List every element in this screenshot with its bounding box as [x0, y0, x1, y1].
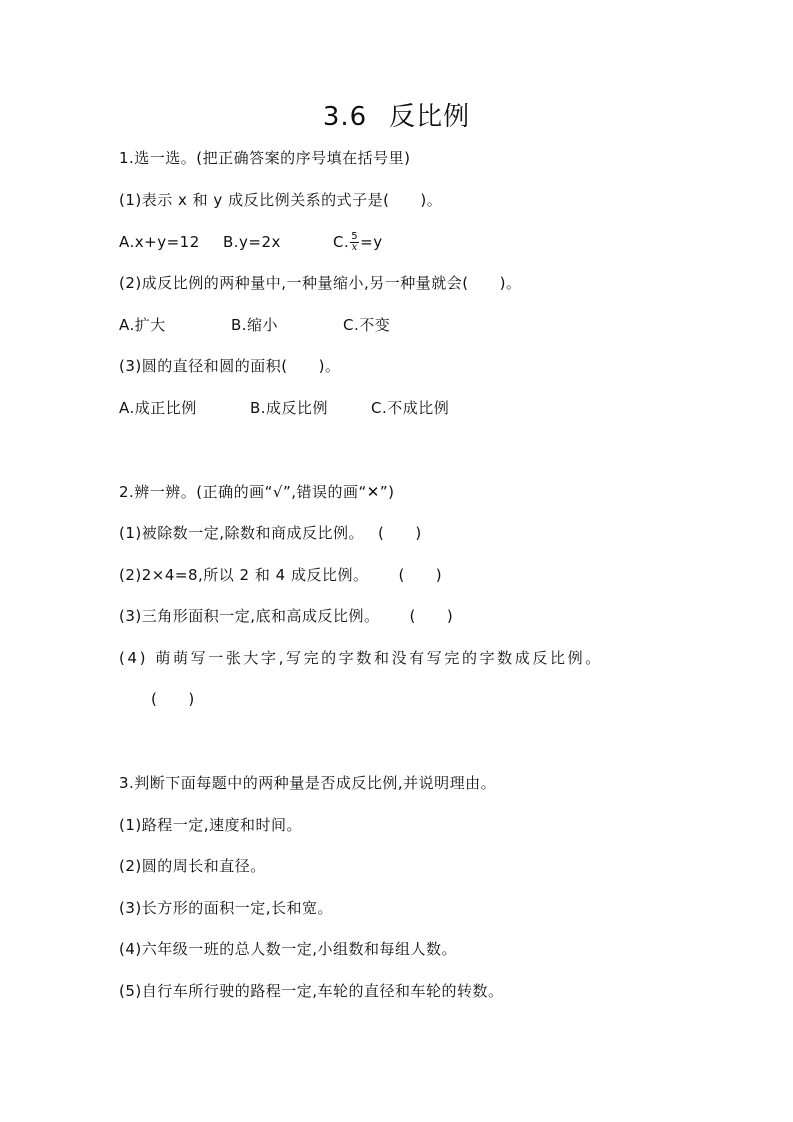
answer-blank[interactable]: ( ) — [409, 607, 454, 625]
q2-stem: (2)成反比例的两种量中,一种量缩小,另一种量就会( )。 — [119, 274, 522, 292]
section2-heading: 2.辨一辨。(正确的画“√”,错误的画“✕”) — [119, 483, 395, 501]
q1-stem: (1)表示 x 和 y 成反比例关系的式子是( )。 — [119, 191, 443, 209]
judge-item-text: (2)2×4=8,所以 2 和 4 成反比例。 — [119, 566, 369, 584]
q1-options — [119, 232, 383, 253]
q3-option-c: C.不成比例 — [371, 399, 450, 417]
judge-item-1 — [119, 523, 422, 543]
reason-item-2: (2)圆的周长和直径。 — [119, 857, 266, 875]
q2-option-c: C.不变 — [343, 316, 391, 334]
q2-options — [119, 315, 390, 335]
q3-stem: (3)圆的直径和圆的面积( )。 — [119, 357, 341, 375]
q3-option-b: B.成反比例 — [250, 399, 329, 417]
fraction-5-over-x — [350, 232, 359, 253]
judge-item-4 — [119, 648, 603, 668]
q2-option-b: B.缩小 — [231, 316, 279, 334]
judge-item-4-blank-line — [151, 689, 195, 709]
fraction-numerator: 5 — [351, 231, 359, 242]
section1-heading: 1.选一选。(把正确答案的序号填在括号里) — [119, 149, 411, 167]
reason-item-1: (1)路程一定,速度和时间。 — [119, 816, 303, 834]
section-number: 3.6 — [322, 102, 368, 132]
q1-option-b: B.y=2x — [223, 233, 281, 251]
judge-item-text: (3)三角形面积一定,底和高成反比例。 — [119, 607, 380, 625]
q1-option-c-suffix: =y — [360, 233, 383, 251]
answer-blank[interactable]: ( ) — [398, 566, 443, 584]
answer-blank[interactable]: ( ) — [378, 524, 422, 542]
judge-item-2 — [119, 565, 442, 585]
q1-option-a: A.x+y=12 — [119, 233, 200, 251]
q1-option-c — [333, 232, 383, 253]
answer-blank[interactable]: ( ) — [151, 690, 195, 708]
reason-item-4: (4)六年级一班的总人数一定,小组数和每组人数。 — [119, 940, 458, 958]
section3-heading: 3.判断下面每题中的两种量是否成反比例,并说明理由。 — [119, 774, 497, 792]
judge-item-text: (4) 萌萌写一张大字,写完的字数和没有写完的字数成反比例。 — [119, 649, 603, 667]
q3-option-a: A.成正比例 — [119, 399, 197, 417]
page-title — [0, 100, 793, 134]
q1-option-c-label: C. — [333, 233, 350, 251]
judge-item-3 — [119, 606, 453, 626]
judge-item-text: (1)被除数一定,除数和商成反比例。 — [119, 524, 365, 542]
section-title-text: 反比例 — [389, 102, 471, 132]
q2-option-a: A.扩大 — [119, 316, 166, 334]
fraction-denominator: x — [351, 242, 358, 253]
q3-options — [119, 398, 449, 418]
reason-item-5: (5)自行车所行驶的路程一定,车轮的直径和车轮的转数。 — [119, 982, 504, 1000]
reason-item-3: (3)长方形的面积一定,长和宽。 — [119, 899, 334, 917]
